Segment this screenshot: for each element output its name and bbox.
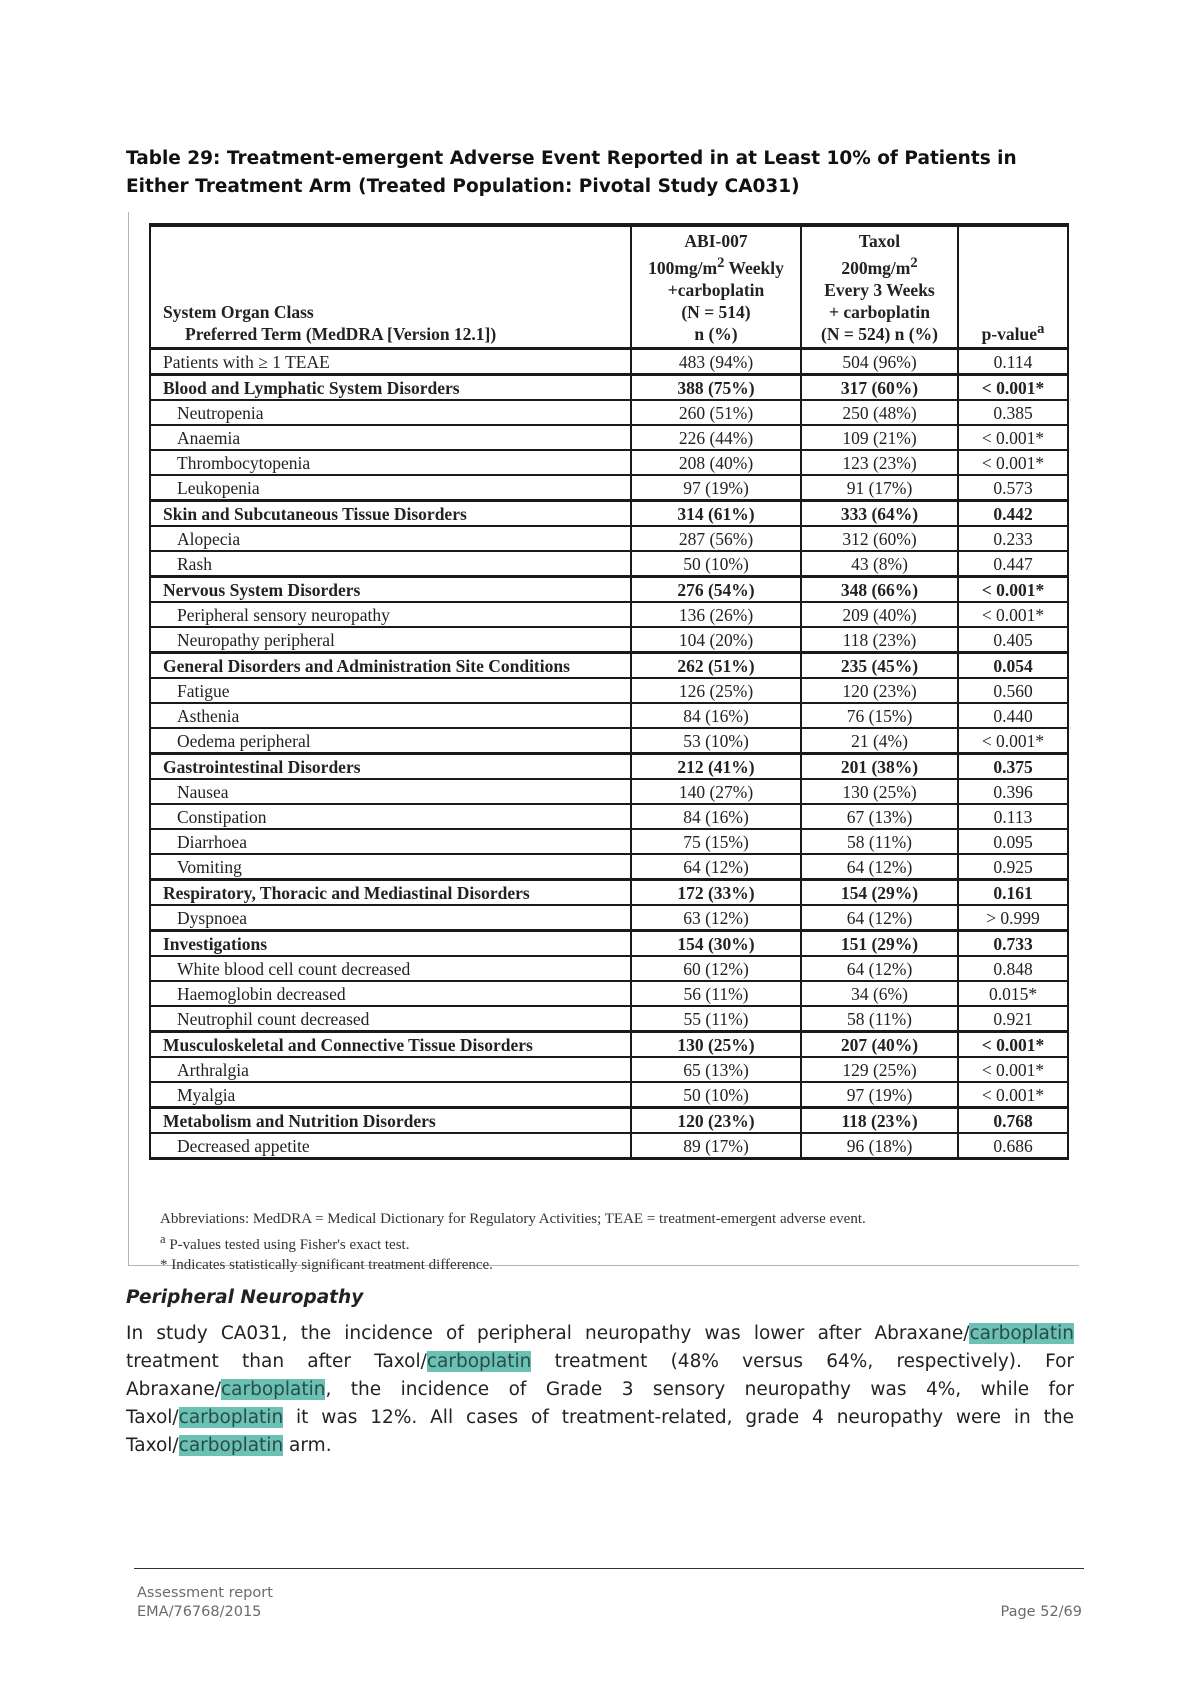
cell-term: Peripheral sensory neuropathy [150,602,631,627]
footer-page-number: Page 52/69 [1000,1604,1082,1620]
table-row [150,956,1068,981]
table-row [150,349,1068,375]
cell-abi-007: 136 (26%) [631,602,801,627]
cell-term: White blood cell count decreased [150,956,631,981]
footnote-a: $^a$ P-values tested using Fisher's exact test. [160,1232,410,1253]
cell-term: Decreased appetite [150,1133,631,1159]
table-row [150,450,1068,475]
cell-taxol: 317 (60%) [801,375,958,401]
cell-p-value: 0.054 [958,653,1068,679]
table-group-row [150,501,1068,527]
cell-term: Metabolism and Nutrition Disorders [150,1108,631,1134]
cell-taxol: 151 (29%) [801,931,958,957]
cell-p-value: 0.385 [958,400,1068,425]
cell-taxol: 34 (6%) [801,981,958,1006]
table-row [150,1082,1068,1108]
footer-doc-type: Assessment report [137,1585,273,1601]
cell-abi-007: 65 (13%) [631,1057,801,1082]
cell-term: Musculoskeletal and Connective Tissue Disorders [150,1032,631,1058]
cell-term: Arthralgia [150,1057,631,1082]
cell-taxol: 348 (66%) [801,577,958,603]
cell-abi-007: 75 (15%) [631,829,801,854]
cell-p-value: 0.233 [958,526,1068,551]
cell-abi-007: 140 (27%) [631,779,801,804]
highlight-carboplatin: carboplatin [969,1323,1074,1344]
table-row [150,829,1068,854]
cell-abi-007: 120 (23%) [631,1108,801,1134]
cell-term: Blood and Lymphatic System Disorders [150,375,631,401]
cell-taxol: 109 (21%) [801,425,958,450]
table-group-row [150,880,1068,906]
highlight-carboplatin: carboplatin [178,1407,284,1428]
cell-taxol: 154 (29%) [801,880,958,906]
cell-taxol: 333 (64%) [801,501,958,527]
cell-term: Rash [150,551,631,577]
table-row [150,627,1068,653]
cell-p-value: < 0.001* [958,577,1068,603]
section-title: Peripheral Neuropathy [126,1287,364,1308]
cell-taxol: 64 (12%) [801,854,958,880]
cell-taxol: 207 (40%) [801,1032,958,1058]
cell-taxol: 96 (18%) [801,1133,958,1159]
table-group-row [150,653,1068,679]
cell-term: Respiratory, Thoracic and Mediastinal Disorders [150,880,631,906]
cell-abi-007: 262 (51%) [631,653,801,679]
cell-taxol: 235 (45%) [801,653,958,679]
cell-term: General Disorders and Administration Site Conditions [150,653,631,679]
cell-taxol: 120 (23%) [801,678,958,703]
footer-divider [134,1568,1084,1569]
cell-term: Patients with ≥ 1 TEAE [150,349,631,375]
table-group-row [150,931,1068,957]
header-p-value: p-value$^a$ [958,225,1068,349]
cell-abi-007: 84 (16%) [631,804,801,829]
cell-p-value: < 0.001* [958,1057,1068,1082]
cell-term: Oedema peripheral [150,728,631,754]
cell-p-value: 0.440 [958,703,1068,728]
header-system-organ-class: System Organ Class Preferred Term (MedDRA [Version 12.1]) [150,225,631,349]
cell-taxol: 312 (60%) [801,526,958,551]
cell-term: Neutropenia [150,400,631,425]
cell-abi-007: 172 (33%) [631,880,801,906]
table-row [150,804,1068,829]
cell-term: Thrombocytopenia [150,450,631,475]
cell-p-value: 0.405 [958,627,1068,653]
cell-p-value: 0.768 [958,1108,1068,1134]
cell-abi-007: 56 (11%) [631,981,801,1006]
cell-taxol: 118 (23%) [801,1108,958,1134]
cell-p-value: 0.686 [958,1133,1068,1159]
cell-p-value: > 0.999 [958,905,1068,931]
cell-abi-007: 208 (40%) [631,450,801,475]
cell-abi-007: 483 (94%) [631,349,801,375]
cell-abi-007: 212 (41%) [631,754,801,780]
table-row [150,981,1068,1006]
table-row [150,703,1068,728]
cell-term: Diarrhoea [150,829,631,854]
table-caption: Table 29: Treatment-emergent Adverse Event Reported in at Least 10% of Patients in Either Treatment Arm (Treated Population: Pivotal Study CA031) [126,148,1017,197]
cell-abi-007: 63 (12%) [631,905,801,931]
table-row [150,425,1068,450]
cell-term: Fatigue [150,678,631,703]
cell-term: Neutrophil count decreased [150,1006,631,1032]
cell-p-value: 0.447 [958,551,1068,577]
cell-p-value: < 0.001* [958,425,1068,450]
cell-term: Neuropathy peripheral [150,627,631,653]
cell-p-value: 0.560 [958,678,1068,703]
cell-abi-007: 388 (75%) [631,375,801,401]
cell-abi-007: 314 (61%) [631,501,801,527]
cell-p-value: < 0.001* [958,375,1068,401]
table-group-row [150,754,1068,780]
table-row [150,526,1068,551]
header-taxol: Taxol $200mg/m^2$ Every 3 Weeks + carboplatin (N = 524) n (%) [801,225,958,349]
cell-taxol: 250 (48%) [801,400,958,425]
cell-taxol: 91 (17%) [801,475,958,501]
cell-taxol: 209 (40%) [801,602,958,627]
cell-taxol: 43 (8%) [801,551,958,577]
cell-p-value: 0.921 [958,1006,1068,1032]
neuropathy-paragraph: In study CA031, the incidence of peripheral neuropathy was lower after Abraxane/carboplatin treatment than after Taxol/carboplatin treatment (48% versus 64%, respectively). For Abraxane/carboplatin, the incidence of Grade 3 sensory neuropathy was 4%, while for Taxol/carboplatin it was 12%. All cases of treatment-related, grade 4 neuropathy were in the Taxol/carboplatin arm. [126,1323,1074,1456]
cell-abi-007: 226 (44%) [631,425,801,450]
table-header-row [150,225,1068,349]
table-row [150,779,1068,804]
cell-p-value: < 0.001* [958,728,1068,754]
cell-taxol: 76 (15%) [801,703,958,728]
cell-term: Asthenia [150,703,631,728]
cell-term: Skin and Subcutaneous Tissue Disorders [150,501,631,527]
cell-abi-007: 276 (54%) [631,577,801,603]
table-group-row [150,577,1068,603]
table-row [150,1006,1068,1032]
table-footnotes [160,1209,1060,1275]
cell-term: Myalgia [150,1082,631,1108]
table-row [150,475,1068,501]
cell-p-value: 0.113 [958,804,1068,829]
cell-term: Leukopenia [150,475,631,501]
cell-abi-007: 260 (51%) [631,400,801,425]
cell-term: Nervous System Disorders [150,577,631,603]
cell-term: Dyspnoea [150,905,631,931]
adverse-events-table [149,223,1069,1160]
cell-taxol: 129 (25%) [801,1057,958,1082]
cell-p-value: 0.573 [958,475,1068,501]
cell-term: Nausea [150,779,631,804]
cell-p-value: 0.375 [958,754,1068,780]
cell-term: Constipation [150,804,631,829]
footer-doc-ref: EMA/76768/2015 [137,1604,262,1620]
cell-p-value: < 0.001* [958,1082,1068,1108]
cell-p-value: 0.733 [958,931,1068,957]
table-row [150,551,1068,577]
table-row [150,1057,1068,1082]
cell-taxol: 504 (96%) [801,349,958,375]
highlight-carboplatin: carboplatin [220,1379,326,1400]
cell-abi-007: 126 (25%) [631,678,801,703]
cell-term: Gastrointestinal Disorders [150,754,631,780]
cell-taxol: 64 (12%) [801,956,958,981]
cell-abi-007: 84 (16%) [631,703,801,728]
cell-p-value: 0.925 [958,854,1068,880]
cell-term: Alopecia [150,526,631,551]
cell-abi-007: 53 (10%) [631,728,801,754]
cell-abi-007: 97 (19%) [631,475,801,501]
cell-p-value: 0.396 [958,779,1068,804]
table-row [150,854,1068,880]
cell-p-value: 0.114 [958,349,1068,375]
cell-taxol: 97 (19%) [801,1082,958,1108]
cell-abi-007: 50 (10%) [631,551,801,577]
table-row [150,728,1068,754]
cell-p-value: 0.161 [958,880,1068,906]
table-row [150,905,1068,931]
cell-taxol: 58 (11%) [801,1006,958,1032]
cell-taxol: 123 (23%) [801,450,958,475]
table-row [150,602,1068,627]
cell-abi-007: 104 (20%) [631,627,801,653]
table-row [150,1133,1068,1159]
highlight-carboplatin: carboplatin [426,1351,532,1372]
cell-term: Anaemia [150,425,631,450]
highlight-carboplatin: carboplatin [178,1435,284,1456]
cell-abi-007: 55 (11%) [631,1006,801,1032]
cell-term: Investigations [150,931,631,957]
footnote-star: * Indicates statistically significant treatment difference. [160,1257,493,1273]
cell-p-value: < 0.001* [958,602,1068,627]
cell-abi-007: 287 (56%) [631,526,801,551]
footer-document-info [137,1584,273,1622]
cell-taxol: 21 (4%) [801,728,958,754]
cell-p-value: < 0.001* [958,450,1068,475]
table-group-row [150,1108,1068,1134]
header-abi-007: ABI-007 $100mg/m^2$ Weekly +carboplatin (N = 514) n (%) [631,225,801,349]
cell-abi-007: 154 (30%) [631,931,801,957]
table-group-row [150,1032,1068,1058]
cell-taxol: 118 (23%) [801,627,958,653]
table-row [150,400,1068,425]
cell-term: Haemoglobin decreased [150,981,631,1006]
cell-abi-007: 64 (12%) [631,854,801,880]
cell-taxol: 67 (13%) [801,804,958,829]
cell-abi-007: 130 (25%) [631,1032,801,1058]
cell-abi-007: 60 (12%) [631,956,801,981]
table-group-row [150,375,1068,401]
cell-p-value: 0.095 [958,829,1068,854]
cell-taxol: 58 (11%) [801,829,958,854]
cell-p-value: 0.848 [958,956,1068,981]
cell-taxol: 201 (38%) [801,754,958,780]
cell-abi-007: 89 (17%) [631,1133,801,1159]
footnote-abbreviations: Abbreviations: MedDRA = Medical Dictionary for Regulatory Activities; TEAE = treatment-emergent adverse event. [160,1211,866,1227]
cell-abi-007: 50 (10%) [631,1082,801,1108]
cell-taxol: 130 (25%) [801,779,958,804]
cell-p-value: < 0.001* [958,1032,1068,1058]
cell-p-value: 0.442 [958,501,1068,527]
cell-taxol: 64 (12%) [801,905,958,931]
cell-p-value: 0.015* [958,981,1068,1006]
table-row [150,678,1068,703]
cell-term: Vomiting [150,854,631,880]
